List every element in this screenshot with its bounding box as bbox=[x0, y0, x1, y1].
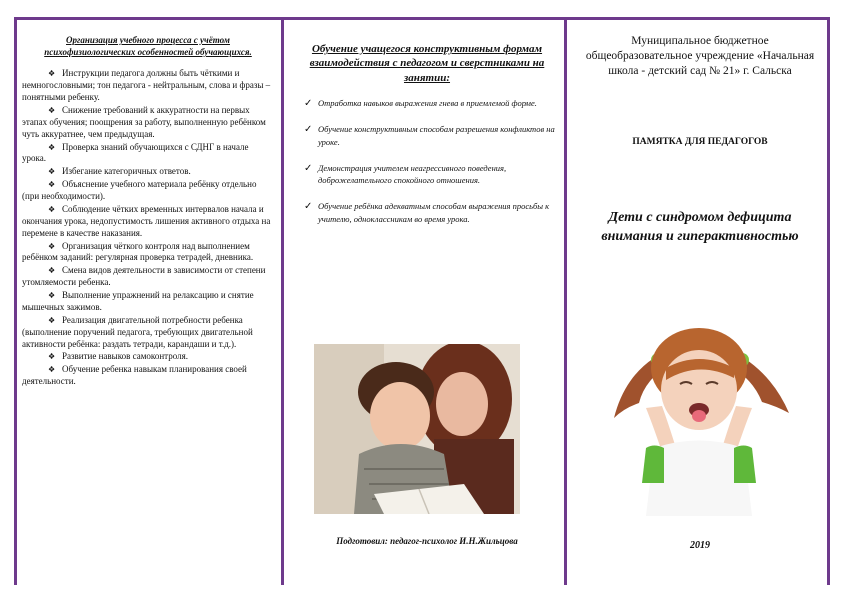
list-item: ✓ Демонстрация учителем неагрессивного поведения, доброжелательного спокойного отношения. bbox=[304, 162, 507, 186]
column-cover bbox=[578, 28, 822, 551]
list-item: ❖ Снижение требований к аккуратности на первых этапах обучения; поощрения за работу, выполненную ребёнком чуть аккуратнее, чем предыдущая. bbox=[22, 104, 266, 139]
diamond-bullet-icon: ❖ bbox=[48, 204, 56, 214]
girl-photo bbox=[584, 298, 812, 516]
diamond-bullet-icon: ❖ bbox=[48, 266, 56, 276]
organization-name: Муниципальное бюджетное общеобразовательное учреждение «Начальная школа - детский сад № 21» г. Сальска bbox=[585, 35, 815, 77]
diamond-bullet-icon: ❖ bbox=[48, 291, 56, 301]
list-item: ✓ Обучение ребёнка адекватным способам выражения просьбы к учителю, одноклассникам во время урока. bbox=[304, 201, 550, 224]
checkmark-icon: ✓ bbox=[304, 162, 313, 174]
diamond-bullet-icon: ❖ bbox=[48, 167, 56, 177]
column-interaction bbox=[296, 28, 558, 546]
column-organization bbox=[22, 28, 274, 389]
memo-heading: ПАМЯТКА ДЛЯ ПЕДАГОГОВ bbox=[632, 136, 768, 147]
teacher-with-boy-reading-icon bbox=[314, 344, 520, 514]
list-item: ❖ Обучение ребенка навыкам планирования своей деятельности. bbox=[22, 364, 247, 387]
girl-pulling-pigtails-icon bbox=[584, 298, 812, 516]
diamond-bullet-icon: ❖ bbox=[48, 352, 56, 362]
checkmark-icon: ✓ bbox=[304, 97, 313, 109]
checkmark-icon: ✓ bbox=[304, 201, 313, 213]
diamond-bullet-icon: ❖ bbox=[48, 105, 56, 115]
diamond-bullet-icon: ❖ bbox=[48, 69, 56, 79]
list-item: ❖ Объяснение учебного материала ребёнку отдельно (при необходимости). bbox=[22, 179, 257, 202]
divider-1 bbox=[281, 17, 284, 585]
list-item: ❖ Развитие навыков самоконтроля. bbox=[48, 351, 188, 362]
list-item: ✓ Отработка навыков выражения гнева в приемлемой форме. bbox=[296, 97, 558, 109]
divider-2 bbox=[564, 17, 567, 585]
diamond-bullet-icon: ❖ bbox=[48, 365, 56, 375]
teacher-boy-photo bbox=[314, 344, 520, 514]
left-border bbox=[14, 17, 17, 585]
section-title-organization: Организация учебного процесса с учётом психофизиологических особенностей обучающихся. bbox=[44, 35, 252, 58]
list-item: ❖ Соблюдение чётких временных интервалов начала и окончания урока, недопустимость лишения активного отдыха на перемене в качестве наказания. bbox=[22, 203, 271, 238]
list-item: ❖ Проверка знаний обучающихся с СДНГ в начале урока. bbox=[22, 141, 249, 164]
top-border bbox=[14, 17, 830, 20]
list-item: ❖ Организация чёткого контроля над выполнением ребёнком заданий: регулярная проверка тетрадей, дневника. bbox=[22, 240, 254, 263]
list-item: ❖ Реализация двигательной потребности ребенка (выполнение поручений педагога, требующих двигательной активности ребёнка: раздать тетради, карандаши и т.д.). bbox=[22, 314, 253, 349]
diamond-bullet-icon: ❖ bbox=[48, 142, 56, 152]
diamond-bullet-icon: ❖ bbox=[48, 180, 56, 190]
author-signature: Подготовил: педагог-психолог И.Н.Жильцова bbox=[336, 536, 518, 546]
diamond-bullet-icon: ❖ bbox=[48, 315, 56, 325]
list-item: ❖ Избегание категоричных ответов. bbox=[48, 166, 191, 177]
list-item: ❖ Выполнение упражнений на релаксацию и снятие мышечных зажимов. bbox=[22, 290, 254, 312]
list-item: ❖ Инструкции педагога должны быть чёткими и немногословными; тон педагога - нейтральным, слова и фразы – понятными ребенку. bbox=[22, 68, 271, 103]
organization-list bbox=[22, 68, 274, 388]
list-item: ✓ Обучение конструктивным способам разрешения конфликтов на уроке. bbox=[304, 124, 555, 147]
section-title-interaction: Обучение учащегося конструктивным формам взаимодействия с педагогом и сверстниками на занятии: bbox=[309, 43, 545, 84]
right-border bbox=[827, 17, 830, 585]
checkmark-icon: ✓ bbox=[304, 124, 313, 136]
diamond-bullet-icon: ❖ bbox=[48, 241, 56, 251]
year: 2019 bbox=[690, 540, 710, 551]
interaction-list bbox=[296, 97, 558, 225]
list-item: ❖ Смена видов деятельности в зависимости от степени утомляемости ребенка. bbox=[22, 265, 266, 288]
brochure-title: Дети с синдромом дефицита внимания и гиперактивностью bbox=[601, 209, 799, 244]
